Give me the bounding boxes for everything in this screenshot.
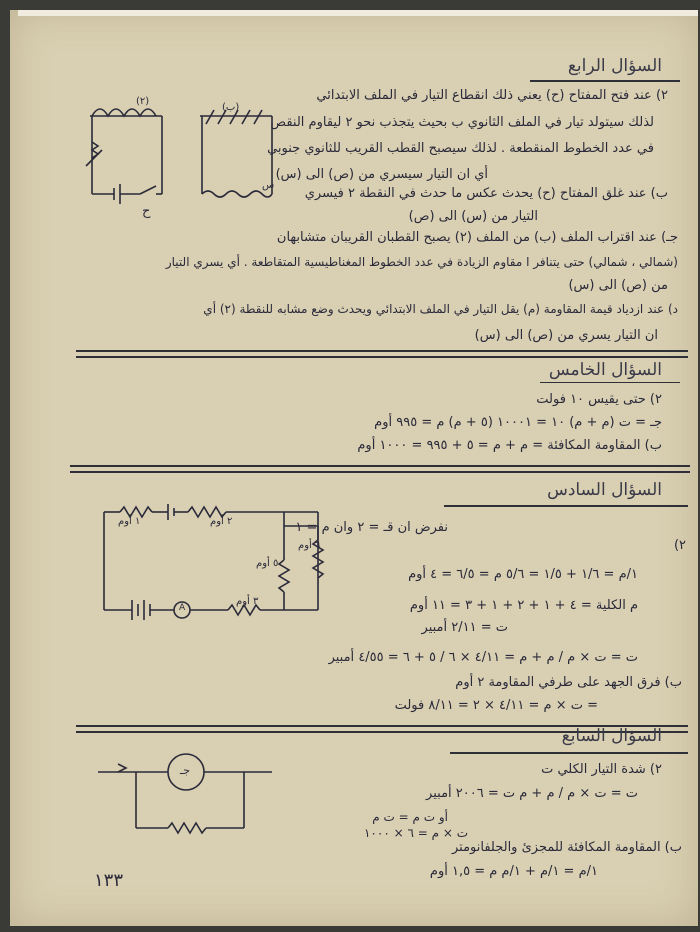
q7-circuit-diagram (96, 758, 296, 838)
galvanometer-wire (202, 191, 272, 197)
page-top-edge (18, 10, 698, 16)
q7-heading: السؤال السابع (561, 726, 662, 746)
q6-label-r1: ١ أوم (118, 516, 141, 527)
q4-line-6: التيار من (س) الى (ص) (408, 209, 538, 224)
q5-line-2: جـ = ت (م + م) ١٠ = ١٠٠٠١ (٥ + م) م = ٩٩٥ أوم (374, 415, 662, 430)
q5-line-3: ب) المقاومة المكافئة = م + م = ٥ + ٩٩٥ = ١٠٠٠ أوم (357, 438, 662, 453)
q6-line-1: نفرض ان قـ = ٢ وان م = ١ (295, 520, 448, 535)
coil-a-winding (92, 109, 156, 116)
page (10, 10, 698, 926)
q7-heading-underline (450, 752, 688, 754)
q5-heading: السؤال الخامس (548, 360, 662, 380)
q4-line-8: (شمالي ، شمالي) حتى يتنافر ا مقاوم الزيادة في عدد الخطوط المغناطيسية المتقاطعة . أي يسري التيار (165, 255, 678, 269)
q4-line-5: ب) عند غلق المفتاح (ح) يحدث عكس ما حدث في النقطة ٢ فيسري (304, 186, 668, 201)
q4-line-7: جـ) عند اقتراب الملف (ب) من الملف (٢) يصبح القطبان القريبان متشابهان (276, 230, 678, 245)
q6-ammeter-label: A (179, 603, 186, 613)
divider-2b (70, 471, 690, 473)
q7-line-5: ب) المقاومة المكافئة للمجزئ والجلفانومتر (451, 840, 682, 855)
q7-line-3: أو ت م = ت م (372, 810, 448, 824)
q6-heading: السؤال السادس (547, 480, 662, 500)
q6-line-6: ب) فرق الجهد على طرفي المقاومة ٢ أوم (455, 675, 682, 690)
q4-line-2: لذلك سيتولد تيار في الملف الثانوي ب بحيث يتجذب نحو ٢ ليقاوم النقص (270, 115, 654, 130)
switch-arm (140, 186, 156, 194)
q6-line-2: ١/م = ١/٦ + ١/٥ = ٥/٦ م = ٦/٥ = ٤ أوم (408, 567, 638, 582)
divider-1a (76, 350, 688, 352)
shunt-resistor (168, 823, 206, 833)
q6-line-3: م الكلية = ٤ + ١ + ٢ + ١ + ٣ = ١١ أوم (409, 598, 638, 613)
q7-line-4: ت × م = ٦ × ١٠٠٠ (363, 826, 468, 840)
q6-label-r6: ٦ أوم (298, 540, 321, 551)
resistor-r5 (279, 560, 289, 592)
q4-line-11: ان التيار يسري من (ص) الى (س) (474, 328, 658, 343)
q7-galvanometer-label: جـ (180, 764, 191, 777)
q6-line-4: ت = ٢/١١ أمبير (421, 620, 508, 635)
q6-label-r2: ٢ أوم (210, 516, 233, 527)
q4-fig-label-a: (٢) (136, 96, 150, 107)
q5-line-1: ٢) حتى يقيس ١٠ فولت (536, 392, 662, 407)
current-arrow (118, 764, 126, 772)
divider-1b (76, 356, 688, 358)
q4-line-1: ٢) عند فتح المفتاح (ح) يعني ذلك انقطاع التيار في الملف الابتدائي (316, 88, 668, 103)
q7-line-2: ت = ت × م / م + م ت = ٢٠٠٦ أمبير (426, 786, 638, 801)
q4-coils-diagram (80, 94, 310, 214)
q4-line-10: د) عند ازدياد قيمة المقاومة (م) يقل التيار في الملف الابتدائي ويحدث وضع مشابه للنقطة (٢) أي (203, 302, 678, 316)
q4-heading-underline (530, 80, 680, 82)
q6-line-5: ت = ت × م / م + م = ٤/١١ × ٦ / ٥ + ٦ = ٤/٥٥ أمبير (328, 650, 638, 665)
q6-heading-underline (444, 505, 688, 507)
divider-2a (70, 465, 690, 467)
q6-line-7: = ت × م = ٤/١١ × ٢ = ٨/١١ فولت (394, 698, 598, 713)
q6-label-r5: ٥ أوم (256, 558, 279, 569)
q6-label-r3: ٣ أوم (236, 596, 259, 607)
q4-line-9: من (ص) الى (س) (568, 278, 668, 293)
q4-fig-label-h: ح (142, 204, 151, 219)
page-number: ١٣٣ (94, 870, 124, 891)
q4-fig-label-b: (ب) (222, 102, 240, 113)
q4-fig-label-s: س (262, 180, 275, 191)
q6-line-1-prefix: ٢) (673, 538, 686, 553)
q7-line-1: ٢) شدة التيار الكلي ت (541, 762, 662, 777)
q4-heading: السؤال الرابع (567, 56, 662, 76)
q4-line-4: أي ان التيار سيسري من (ص) الى (س) (275, 167, 488, 182)
q5-heading-underline (540, 382, 680, 383)
q4-line-3: في عدد الخطوط المنقطعة . لذلك سيصبح القطب القريب للثانوي جنوبي (267, 141, 654, 156)
q7-line-6: ١/م = ١/م + ١/م م = ١,٥ أوم (429, 864, 598, 879)
